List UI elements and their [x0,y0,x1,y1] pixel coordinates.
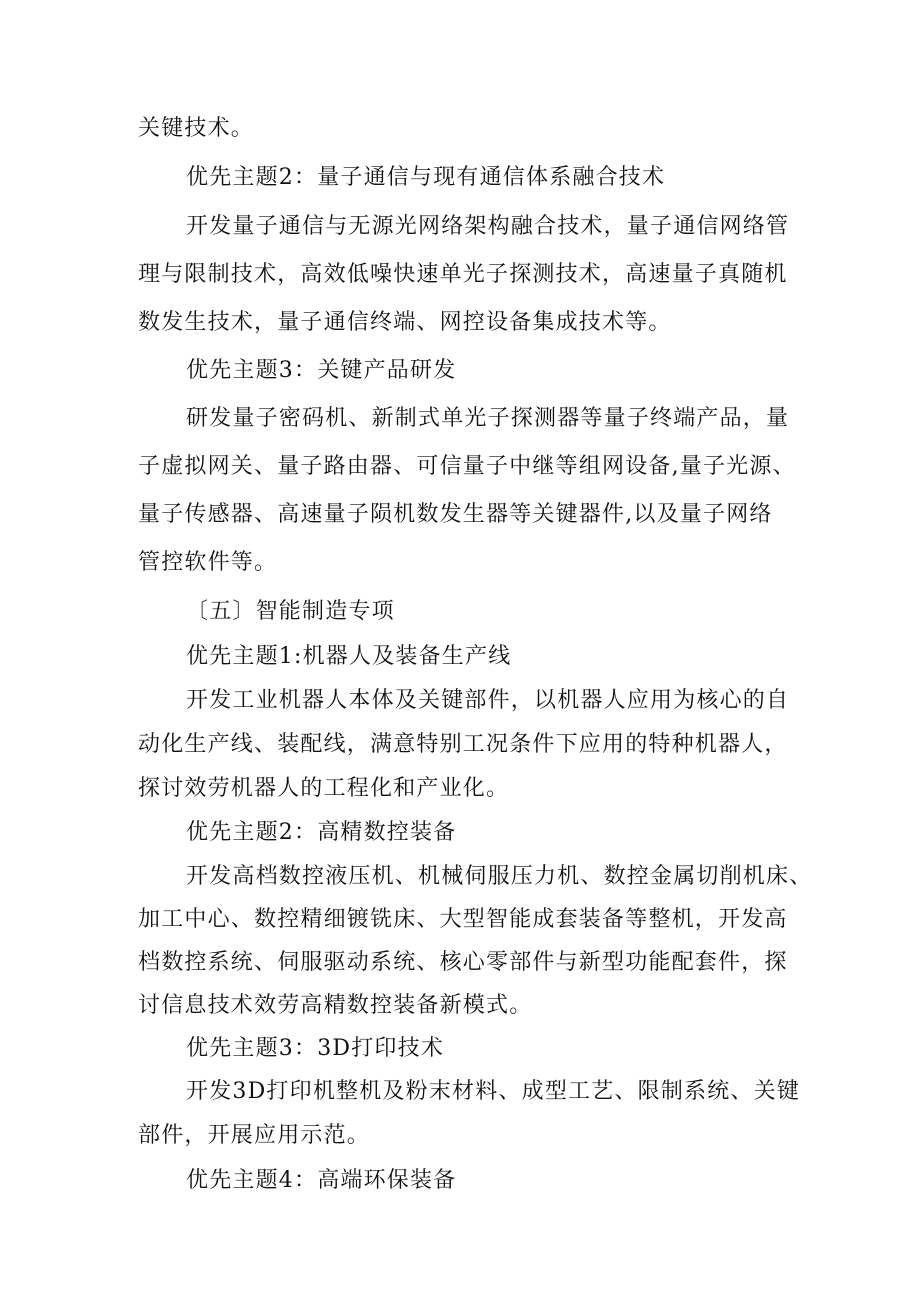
text-line: 理与限制技术，高效低噪快速单光子探测技术，高速量子真随机 [138,262,788,287]
text-line: 讨信息技术效劳高精数控装备新模式。 [138,993,533,1018]
subheading: 优先主题4：高端环保装备 [186,1168,457,1193]
subheading: 优先主题2：高精数控装备 [186,820,457,845]
text-line: 开发工业机器人本体及关键部件，以机器人应用为核心的自 [186,688,790,713]
subheading: 优先主题3：关键产品研发 [186,358,457,383]
text-line: 子虚拟网关、量子路由器、可信量子中继等组网设备,量子光源、 [138,454,796,479]
subheading: 优先主题2：量子通信与现有通信体系融合技术 [186,165,666,190]
section-heading: 〔五〕智能制造专项 [186,599,395,624]
text-line: 量子传感器、高速量子陨机数发生器等关键器件,以及量子网络 [138,502,773,527]
text-line: 管控软件等。 [138,550,278,575]
text-line: 动化生产线、装配线，满意特别工况条件下应用的特种机器人， [138,732,788,757]
text-line: 部件，开展应用示范。 [138,1123,371,1148]
subheading: 优先主题3：3D打印技术 [186,1036,445,1061]
text-line: 开发高档数控液压机、机械伺服压力机、数控金属切削机床、 [186,864,813,889]
text-line: 数发生技术，量子通信终端、网控设备集成技术等。 [138,310,672,335]
text-line: 加工中心、数控精细镀铣床、大型智能成套装备等整机，开发高 [138,907,788,932]
subheading: 优先主题1:机器人及装备生产线 [186,644,512,669]
text-line: 探讨效劳机器人的工程化和产业化。 [138,776,510,801]
text-line: 关键技术。 [138,116,255,141]
text-line: 档数控系统、伺服驱动系统、核心零部件与新型功能配套件，探 [138,950,788,975]
text-line: 开发3D打印机整机及粉末材料、成型工艺、限制系统、关键 [186,1079,801,1104]
text-line: 开发量子通信与无源光网络架构融合技术，量子通信网络管 [186,214,790,239]
text-line: 研发量子密码机、新制式单光子探测器等量子终端产品，量 [186,406,790,431]
